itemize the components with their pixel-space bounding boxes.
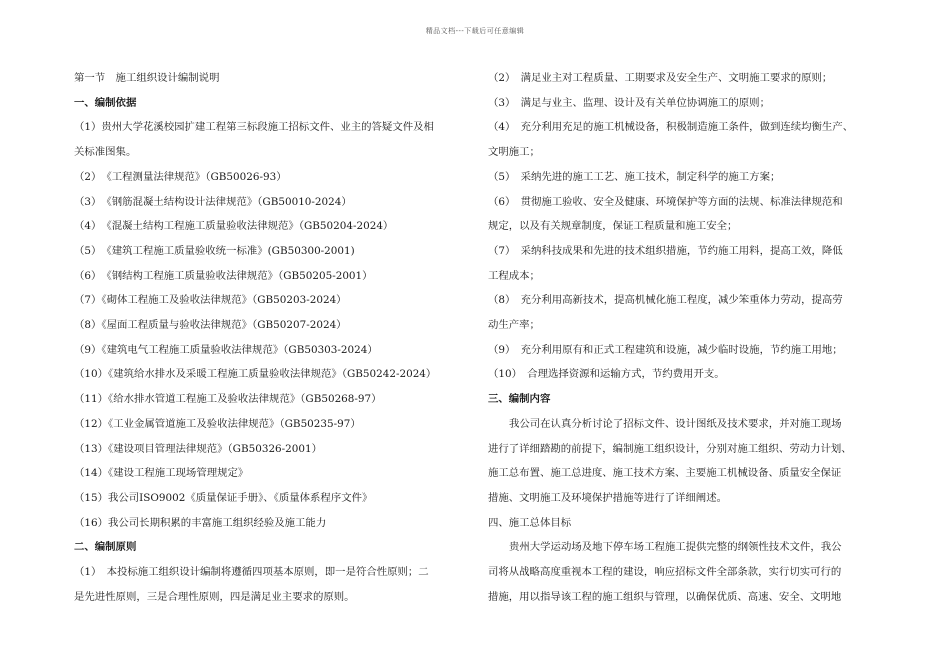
text-line: （4） 《混凝土结构工程施工质量验收法律规范》（GB50204-2024）: [74, 220, 394, 233]
text-line: 司将从战略高度重视本工程的建设，响应招标文件全部条款，实行切实可行的: [488, 566, 842, 579]
text-line: （1） 本投标施工组织设计编制将遵循四项基本原则，即一是符合性原则；二: [74, 566, 429, 579]
text-line: （8） 充分利用高新技术，提高机械化施工程度，减少笨重体力劳动，提高劳: [488, 294, 843, 307]
text-line: 第一节 施工组织设计编制说明: [74, 72, 220, 84]
text-line: 措施，用以指导该工程的施工组织与管理，以确保优质、高速、安全、文明地: [488, 590, 842, 603]
text-line: （7） 采纳科技成果和先进的技术组织措施，节约施工用料，提高工效，降低: [488, 244, 843, 257]
text-line: （8）《屋面工程质量与验收法律规范》（GB50207-2024）: [74, 319, 347, 332]
text-line: （11）《给水排水管道工程施工及验收法律规范》（GB50268-97）: [74, 393, 382, 406]
section-heading: 三、编制内容: [488, 393, 551, 406]
text-line: 进行了详细踏勘的前提下，编制施工组织设计，分别对施工组织、劳动力计划、: [488, 442, 852, 455]
text-line: （10）《建筑给水排水及采暖工程施工质量验收法律规范》（GB50242-2024）: [74, 368, 437, 381]
text-line: （15）我公司ISO9002《质量保证手册》、《质量体系程序文件》: [74, 491, 373, 504]
text-line: 工程成本；: [488, 269, 540, 282]
text-line: （12）《工业金属管道施工及验收法律规范》（GB50235-97）: [74, 417, 361, 430]
text-line: 规定，以及有关规章制度，保证工程质量和施工安全；: [488, 220, 738, 233]
text-line: 贵州大学运动场及地下停车场工程施工提供完整的纲领性技术文件，我公: [509, 541, 842, 554]
text-line: （9）《建筑电气工程施工质量验收法律规范》（GB50303-2024）: [74, 343, 378, 356]
left-column: [74, 66, 482, 609]
text-line: 施工总布置、施工总进度、施工技术方案、主要施工机械设备、质量安全保证: [488, 467, 842, 480]
text-line: （14）《建设工程施工现场管理规定》: [74, 467, 249, 480]
header-note: 精品文档---下载后可任意编辑: [425, 27, 525, 35]
text-line: 是先进性原则，三是合理性原则，四是满足业主要求的原则。: [74, 590, 355, 603]
text-line: （3） 《钢筋混凝土结构设计法律规范》（GB50010-2024）: [74, 195, 352, 208]
text-line: （7）《砌体工程施工及验收法律规范》（GB50203-2024）: [74, 294, 347, 307]
text-line: （3） 满足与业主、监理、设计及有关单位协调施工的原则；: [488, 96, 770, 109]
text-line: （5） 采纳先进的施工工艺、施工技术，制定科学的施工方案；: [488, 170, 781, 183]
text-line: 文明施工；: [488, 146, 540, 159]
text-line: （6） 贯彻施工验收、安全及健康、环境保护等方面的法规、标准法律规范和: [488, 195, 843, 208]
text-line: （16）我公司长期积累的丰富施工组织经验及施工能力: [74, 516, 327, 529]
text-line: （10） 合理选择资源和运输方式，节约费用开支。: [488, 368, 725, 381]
text-line: 措施、文明施工及环境保护措施等进行了详细阐述。: [488, 491, 727, 504]
text-line: （9） 充分利用原有和正式工程建筑和设施，减少临时设施，节约施工用地；: [488, 343, 843, 356]
text-line: （2） 满足业主对工程质量、工期要求及安全生产、文明施工要求的原则；: [488, 72, 833, 84]
text-line: （2） 《工程测量法律规范》（GB50026-93）: [74, 170, 287, 183]
text-line: 动生产率；: [488, 319, 540, 332]
text-line: （13）《建设项目管理法律规范》（GB50326-2001）: [74, 442, 323, 455]
text-line: （1）贵州大学花溪校园扩建工程第三标段施工招标文件、业主的答疑文件及相: [74, 121, 434, 134]
text-line: 关标准图集。: [74, 146, 137, 159]
right-column: [488, 66, 886, 609]
section-heading: 二、编制原则: [74, 541, 137, 554]
text-line: 我公司在认真分析讨论了招标文件、设计图纸及技术要求，并对施工现场: [509, 417, 842, 430]
section-heading: 一、编制依据: [74, 96, 137, 109]
text-line: （6） 《钢结构工程施工质量验收法律规范》（GB50205-2001）: [74, 269, 373, 282]
text-line: （4） 充分利用充足的施工机械设备，积极制造施工条件，做到连续均衡生产、: [488, 121, 854, 134]
text-line: （5） 《建筑工程施工质量验收统一标准》(GB50300-2001): [74, 244, 355, 257]
text-line: 四、施工总体目标: [488, 516, 572, 529]
